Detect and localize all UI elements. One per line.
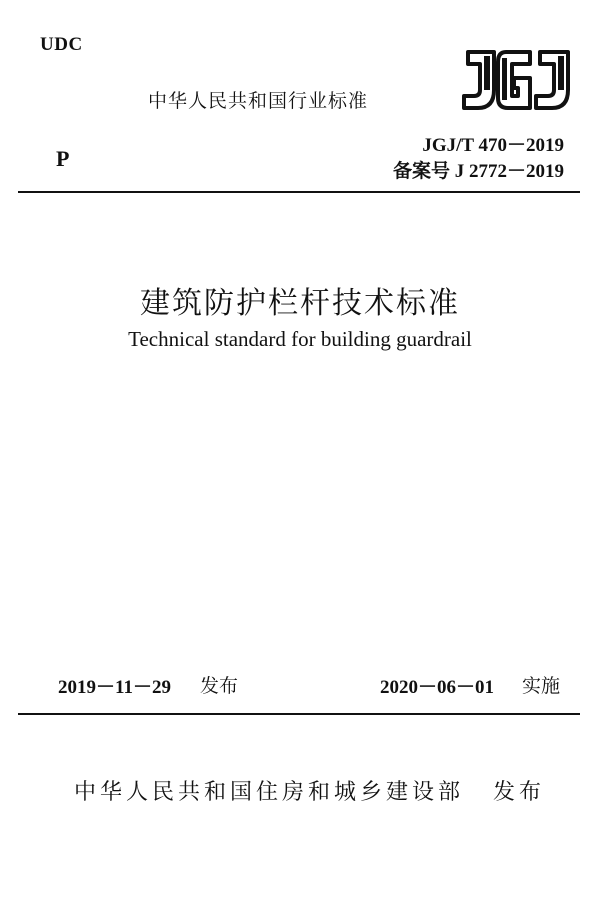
publish-label: 发布 <box>493 780 546 805</box>
publisher-name: 中华人民共和国住房和城乡建设部 <box>74 780 465 805</box>
top-divider <box>18 191 580 193</box>
bottom-divider <box>18 713 580 715</box>
standard-number: JGJ/T 470－2019 <box>422 135 564 156</box>
record-number: 备案号 J 2772－2019 <box>392 161 564 182</box>
classification-letter: P <box>56 146 70 171</box>
standard-category: 中华人民共和国行业标准 <box>148 90 369 112</box>
issue-label: 发布 <box>200 675 239 697</box>
implementation-date: 2020－06－01 <box>380 677 495 698</box>
document-title-chinese: 建筑防护栏杆技术标准 <box>140 286 460 321</box>
udc-label: UDC <box>40 34 83 55</box>
document-title-english: Technical standard for building guardrail <box>128 327 472 351</box>
jgj-standard-logo-icon <box>458 46 574 114</box>
issue-date: 2019－11－29 <box>58 677 171 698</box>
implementation-label: 实施 <box>522 675 561 697</box>
